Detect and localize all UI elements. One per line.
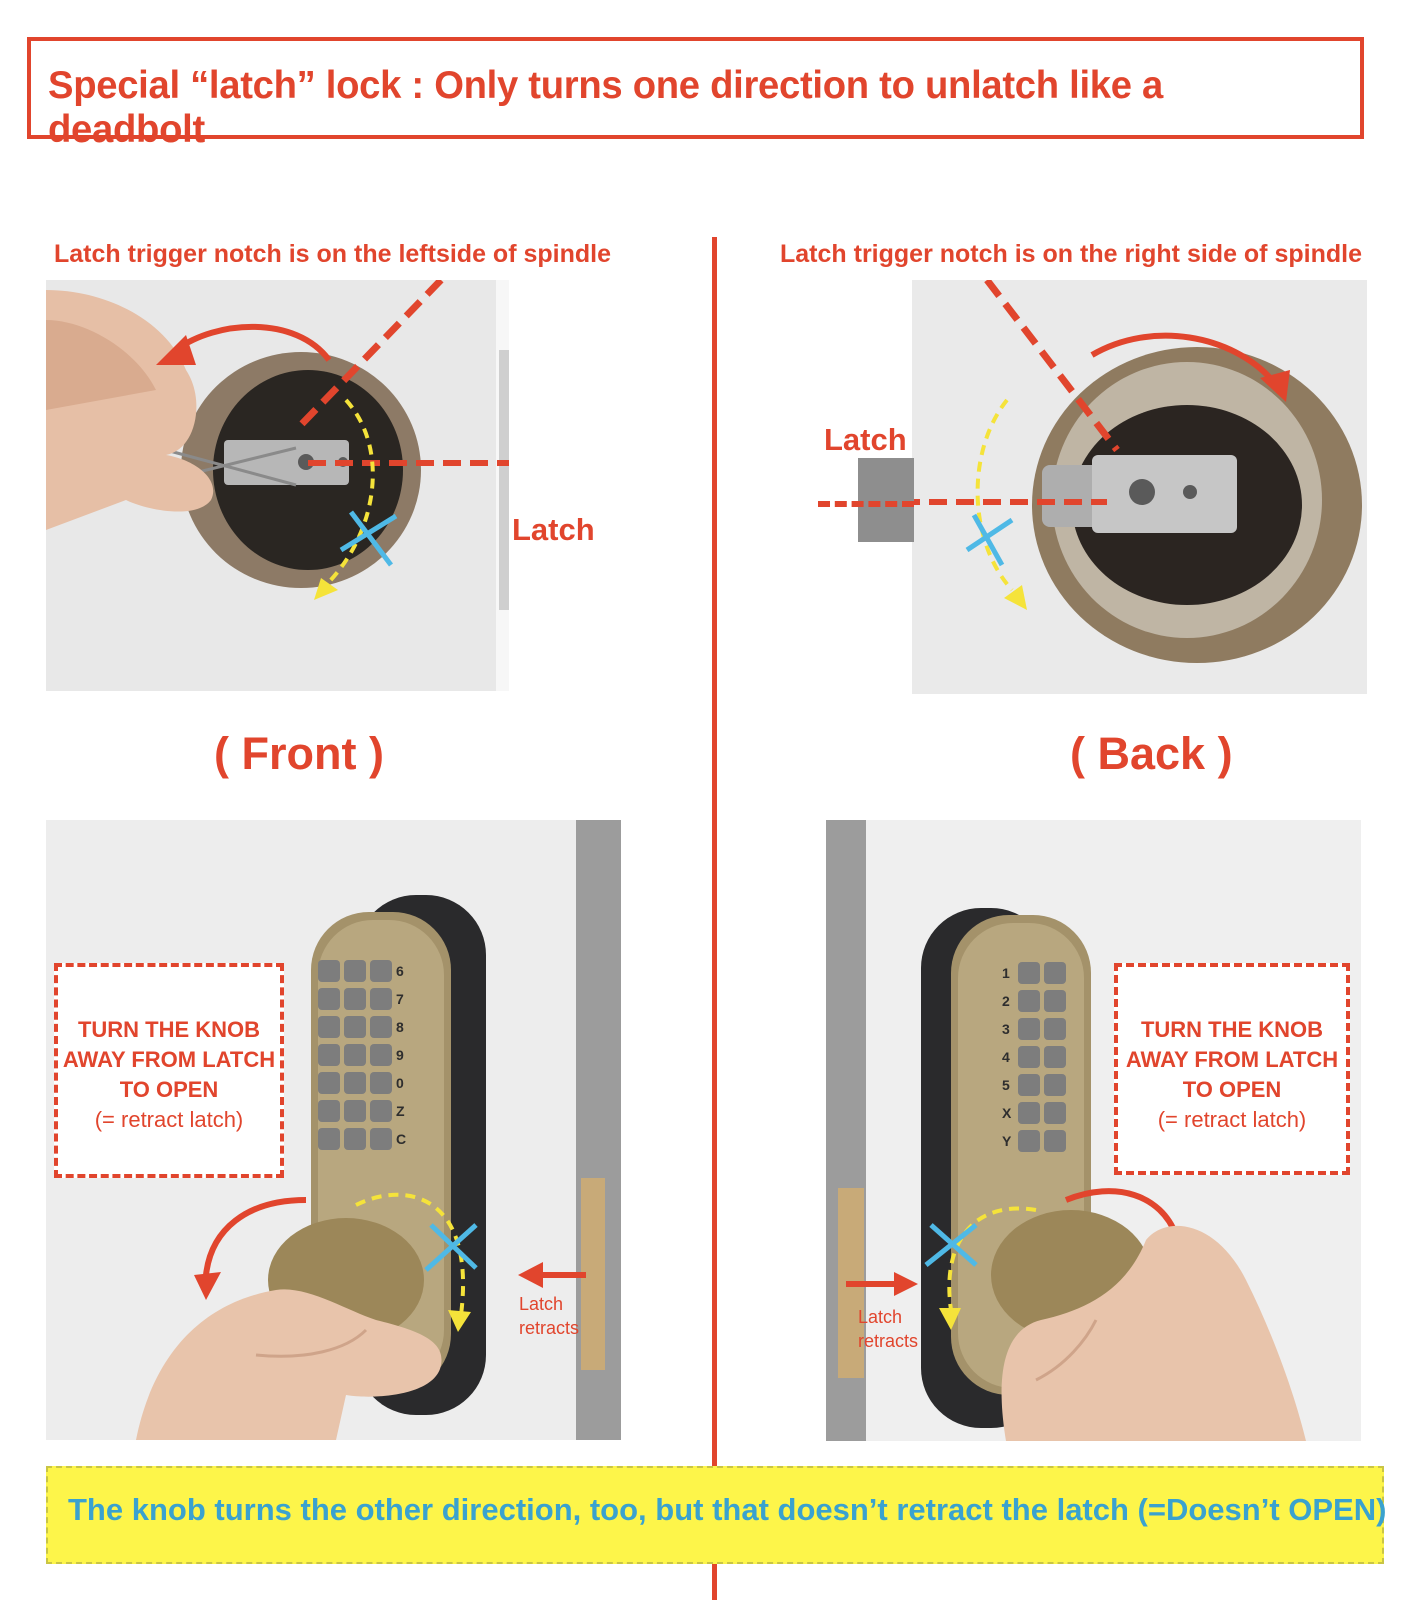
back-spindle-photo — [912, 280, 1367, 694]
back-key-row — [1002, 990, 1102, 1012]
back-instruction-line: AWAY FROM LATCH — [1125, 1047, 1339, 1072]
front-key-row — [318, 1128, 418, 1150]
back-keypad — [1002, 962, 1102, 1152]
footer-note: The knob turns the other direction, too, but that doesn’t retract the latch (=Doesn’t OPEN) — [68, 1492, 1387, 1527]
back-instruction-line: TURN THE KNOB — [1140, 1017, 1324, 1042]
back-key-label: 4 — [1002, 1049, 1010, 1065]
center-divider — [712, 237, 717, 1600]
back-retract-label — [858, 1305, 918, 1353]
front-instruction-line: TURN THE KNOB — [77, 1017, 261, 1042]
back-key-row — [1002, 1130, 1102, 1152]
back-instruction-line: TO OPEN — [1182, 1077, 1282, 1102]
back-key-row — [1002, 962, 1102, 984]
back-instruction-box — [1114, 963, 1350, 1175]
front-key-label: 8 — [396, 1019, 404, 1035]
back-key-row — [1002, 1102, 1102, 1124]
back-key-label: 2 — [1002, 993, 1010, 1009]
back-latch-label: Latch — [824, 422, 907, 457]
front-latch-label: Latch — [512, 512, 595, 547]
front-retract-label — [519, 1292, 579, 1340]
front-key-row — [318, 1072, 418, 1094]
back-key-label: 3 — [1002, 1021, 1010, 1037]
back-key-row — [1002, 1018, 1102, 1040]
front-notch-caption: Latch trigger notch is on the leftside of spindle — [54, 240, 611, 268]
page-title: Special “latch” lock : Only turns one direction to unlatch like a deadbolt — [48, 64, 1163, 151]
front-key-label: 6 — [396, 963, 404, 979]
front-key-label: 9 — [396, 1047, 404, 1063]
back-retract-line: Latch — [858, 1307, 903, 1327]
front-spindle-photo — [46, 280, 509, 691]
back-retract-line: retracts — [858, 1331, 919, 1351]
front-retract-line: Latch — [519, 1294, 564, 1314]
front-keypad — [318, 960, 418, 1150]
front-instruction-line: TO OPEN — [119, 1077, 219, 1102]
front-key-row — [318, 1044, 418, 1066]
back-key-row — [1002, 1046, 1102, 1068]
front-side-label: ( Front ) — [214, 728, 384, 779]
front-key-label: C — [396, 1131, 407, 1147]
back-key-label: 1 — [1002, 965, 1010, 981]
back-key-row — [1002, 1074, 1102, 1096]
back-side-label: ( Back ) — [1070, 728, 1233, 779]
front-key-label: Z — [396, 1103, 405, 1119]
front-key-label: 7 — [396, 991, 404, 1007]
back-notch-caption: Latch trigger notch is on the right side of spindle — [780, 240, 1362, 268]
front-retract-line: retracts — [519, 1318, 580, 1338]
back-latch-bolt — [858, 458, 914, 542]
front-key-row — [318, 1100, 418, 1122]
front-key-row — [318, 960, 418, 982]
front-instruction-line: AWAY FROM LATCH — [62, 1047, 276, 1072]
back-key-label: 5 — [1002, 1077, 1010, 1093]
front-instruction-line: (= retract latch) — [94, 1107, 244, 1132]
front-key-row — [318, 1016, 418, 1038]
back-key-label: Y — [1002, 1133, 1012, 1149]
front-instruction-box — [54, 963, 284, 1178]
front-key-label: 0 — [396, 1075, 404, 1091]
back-instruction-line: (= retract latch) — [1157, 1107, 1307, 1132]
back-latch-guide — [818, 501, 914, 507]
back-key-label: X — [1002, 1105, 1012, 1121]
front-key-row — [318, 988, 418, 1010]
